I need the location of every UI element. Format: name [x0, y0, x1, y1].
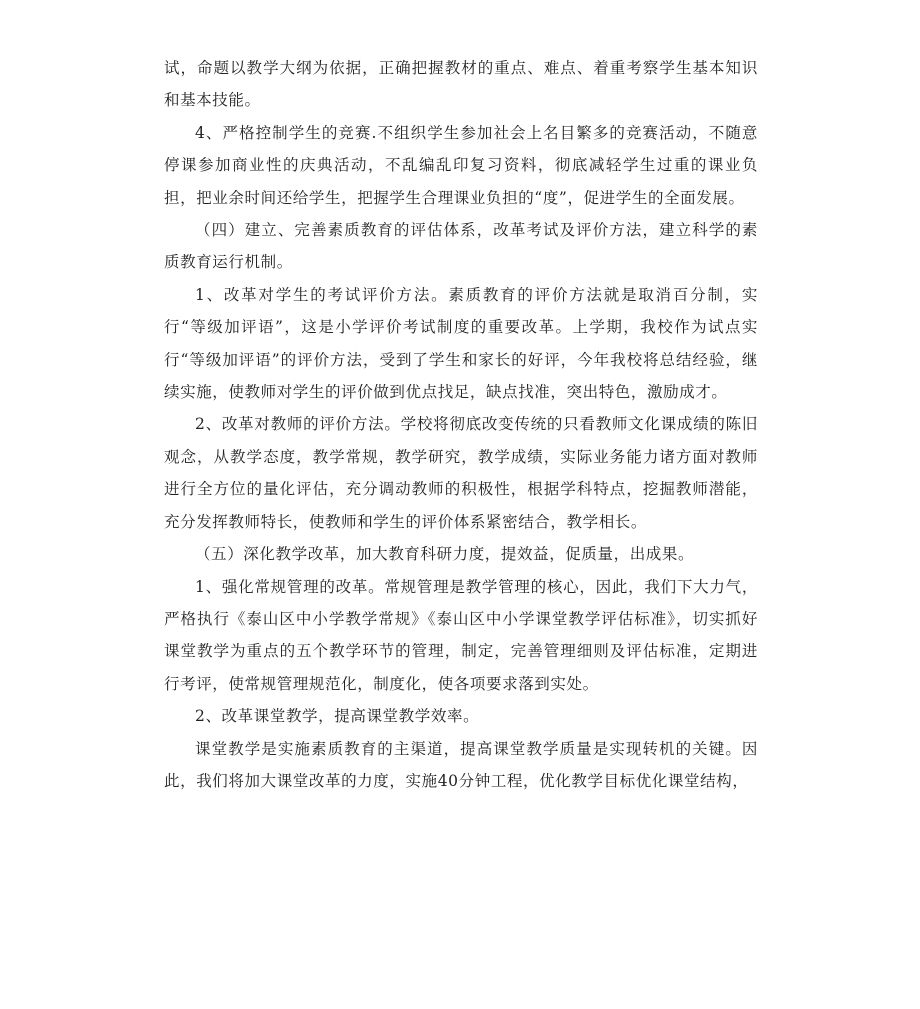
paragraph-classroom-teaching: 课堂教学是实施素质教育的主渠道，提高课堂教学质量是实现转机的关键。因此，我们将加大课堂改革的力度，实施40分钟工程，优化教学目标优化课堂结构，: [164, 739, 758, 790]
paragraph-teacher-evaluation: 2、改革对教师的评价方法。学校将彻底改变传统的只看教师文化课成绩的陈旧观念，从教学态度，教学常规，教学研究，教学成绩，实际业务能力诸方面对教师进行全方位的量化评估，充分调动教师的积极性，根据学科特点，挖掘教师潜能，充分发挥教师特长，使教师和学生的评价体系紧密结合，教学相长。: [164, 415, 758, 531]
paragraph-exam-content: 试，命题以教学大纲为依据，正确把握教材的重点、难点、着重考察学生基本知识和基本技能。: [164, 59, 758, 110]
paragraph-classroom-reform-heading: 2、改革课堂教学，提高课堂教学效率。: [195, 707, 480, 726]
paragraph-student-evaluation: 1、改革对学生的考试评价方法。素质教育的评价方法就是取消百分制，实行“等级加评语”，这是小学评价考试制度的重要改革。上学期，我校作为试点实行“等级加评语”的评价方法，受到了学生和家长的好评，今年我校将总结经验，继续实施，使教师对学生的评价做到优点找足，缺点找准，突出特色，激励成才。: [164, 285, 758, 402]
document-page: [164, 52, 758, 797]
paragraph-routine-management: 1、强化常规管理的改革。常规管理是教学管理的核心，因此，我们下大力气，严格执行《泰山区中小学教学常规》《泰山区中小学课堂教学评估标准》，切实抓好课堂教学为重点的五个教学环节的管理，制定，完善管理细则及评估标准，定期进行考评，使常规管理规范化，制度化，使各项要求落到实处。: [164, 577, 758, 693]
paragraph-competition-control: 4、严格控制学生的竞赛.不组织学生参加社会上名目繁多的竞赛活动，不随意停课参加商业性的庆典活动，不乱编乱印复习资料，彻底减轻学生过重的课业负担，把业余时间还给学生，把握学生合理课业负担的“度”，促进学生的全面发展。: [164, 123, 758, 207]
paragraph-section-four-heading: （四）建立、完善素质教育的评估体系，改革考试及评价方法，建立科学的素质教育运行机制。: [164, 221, 758, 272]
paragraph-section-five-heading: （五）深化教学改革，加大教育科研力度，提效益，促质量，出成果。: [195, 545, 695, 564]
